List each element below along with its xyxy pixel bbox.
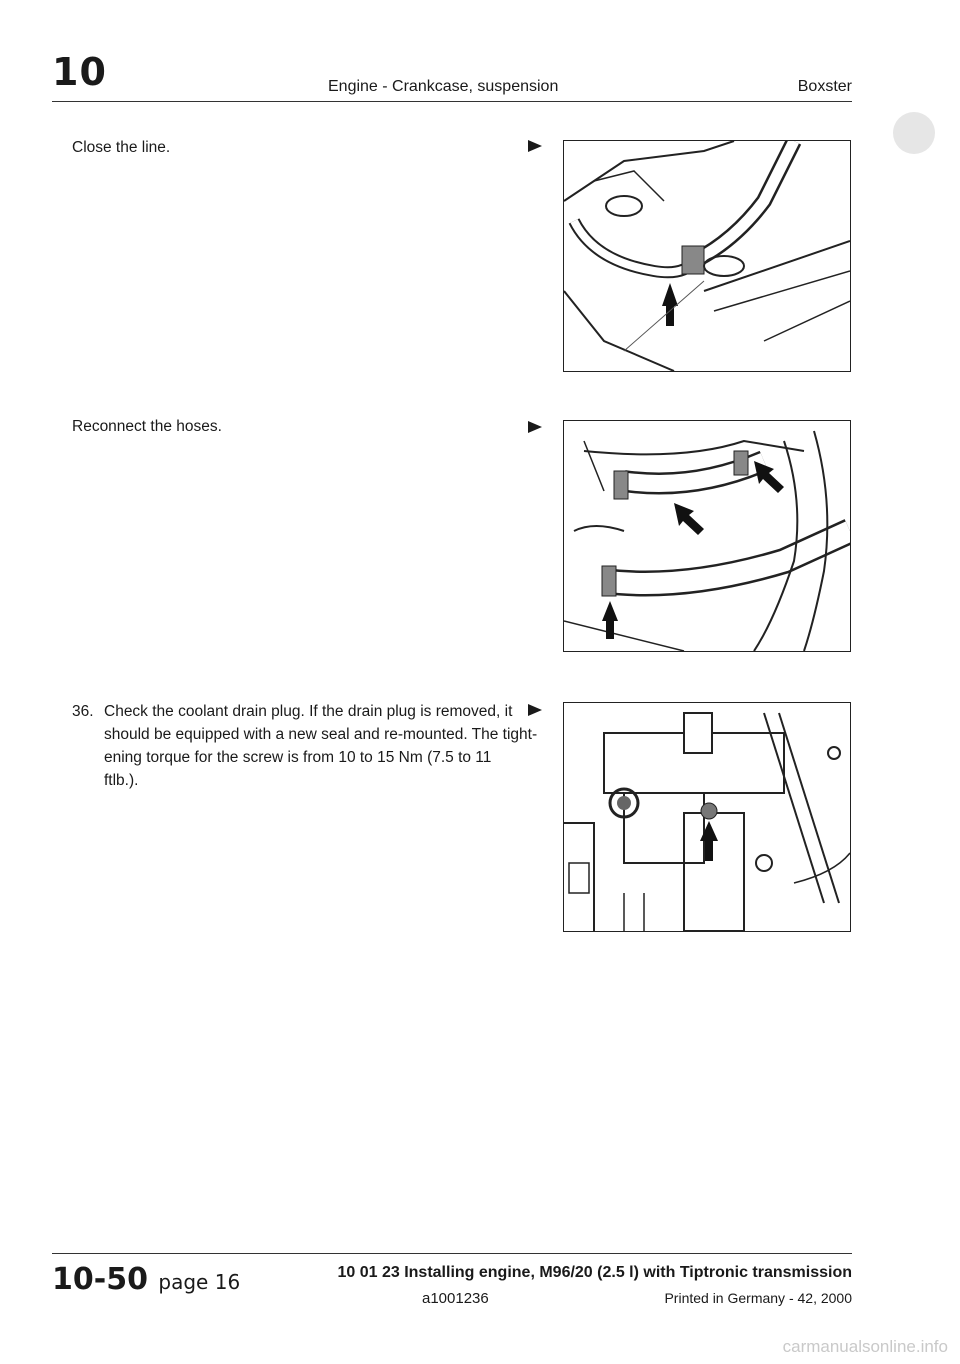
step-drain-plug-line-2: should be equipped with a new seal and re-mounted. The tight- xyxy=(104,726,538,743)
drain-plug-illustration xyxy=(564,703,850,931)
print-info: Printed in Germany - 42, 2000 xyxy=(664,1290,852,1306)
step-reconnect-hoses-text: Reconnect the hoses. xyxy=(72,418,222,435)
step-drain-plug-line-3: ening torque for the screw is from 10 to 15 Nm (7.5 to 11 xyxy=(104,749,492,766)
arrow-marker-icon xyxy=(528,140,542,152)
chapter-number: 10 xyxy=(52,50,107,94)
step-close-line-text: Close the line. xyxy=(72,139,171,156)
page-number-sub: page 16 xyxy=(158,1270,241,1294)
step-drain-plug-line-1: Check the coolant drain plug. If the drain plug is removed, it xyxy=(104,703,513,720)
vehicle-model: Boxster xyxy=(797,78,852,95)
step-drain-plug-line-4: ftlb.). xyxy=(104,772,139,789)
figure-close-line xyxy=(563,140,851,372)
figure-drain-plug xyxy=(563,702,851,932)
page-number xyxy=(52,1262,240,1297)
footer-divider xyxy=(52,1253,852,1254)
coolant-hoses-illustration xyxy=(564,421,850,651)
figure-reconnect-hoses xyxy=(563,420,851,652)
header-divider xyxy=(52,101,852,102)
section-title: Engine - Crankcase, suspension xyxy=(328,78,559,95)
document-code: a1001236 xyxy=(422,1290,489,1307)
arrow-marker-icon xyxy=(528,421,542,433)
site-watermark: carmanualsonline.info xyxy=(782,1337,948,1356)
procedure-title: 10 01 23 Installing engine, M96/20 (2.5 l) with Tiptronic transmission xyxy=(337,1264,852,1281)
page-number-main: 10-50 xyxy=(52,1262,148,1297)
hose-clamp-illustration xyxy=(564,141,850,371)
arrow-marker-icon xyxy=(528,704,542,716)
binder-hole xyxy=(893,112,935,154)
step-number: 36. xyxy=(72,703,94,720)
